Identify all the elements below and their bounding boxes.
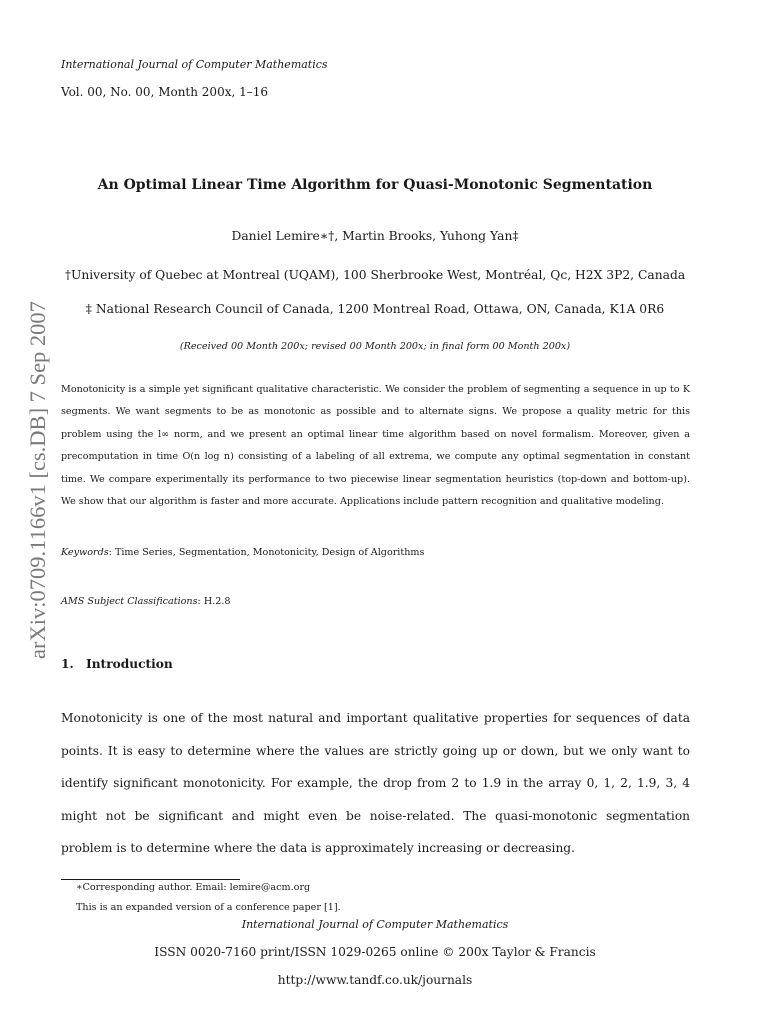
- ams-classification: [61, 596, 231, 607]
- section-title: Introduction: [86, 657, 173, 671]
- volume-line: Vol. 00, No. 00, Month 200x, 1–16: [61, 85, 269, 99]
- received-dates: (Received 00 Month 200x; revised 00 Month 200x; in final form 00 Month 200x): [179, 341, 571, 352]
- introduction-paragraph: Monotonicity is one of the most natural and important qualitative properties for sequences of data points. It is easy to determine where the values are strictly going up or down, but we only want to identify significant monotonicity. For example, the drop from 2 to 1.9 in the array 0, 1, 2, 1.9, 3, 4 might not be significant and might even be noise-related. The quasi-monotonic segmentation problem is to determine where the data is approximately increasing or decreasing.: [61, 711, 690, 855]
- arxiv-stamp-text: arXiv:0709.1166v1 [cs.DB] 7 Sep 2007: [25, 301, 50, 659]
- footer-url: http://www.tandf.co.uk/journals: [277, 973, 473, 987]
- ams-label: AMS Subject Classifications: [61, 596, 198, 607]
- keywords-label: Keywords: [61, 547, 109, 558]
- footnote-conference-version: This is an expanded version of a conference paper [1].: [76, 902, 341, 913]
- keywords: [61, 547, 424, 558]
- affiliation-nrc: ‡ National Research Council of Canada, 1200 Montreal Road, Ottawa, ON, Canada, K1A 0R6: [85, 302, 665, 316]
- section-number: 1.: [61, 657, 74, 671]
- paper-title: An Optimal Linear Time Algorithm for Quasi-Monotonic Segmentation: [97, 177, 653, 193]
- author-list: Daniel Lemire∗†, Martin Brooks, Yuhong Yan‡: [231, 229, 519, 243]
- keywords-text: : Time Series, Segmentation, Monotonicity, Design of Algorithms: [108, 547, 425, 558]
- abstract: Monotonicity is a simple yet significant qualitative characteristic. We consider the problem of segmenting a sequence in up to K segments. We want segments to be as monotonic as possible and to alternate signs. We propose a quality metric for this problem using the l∞ norm, and we present an optimal linear time algorithm based on novel formalism. Moreover, given a precomputation in time O(n log n) consisting of a labeling of all extrema, we compute any optimal segmentation in constant time. We compare experimentally its performance to two piecewise linear segmentation heuristics (top-down and bottom-up). We show that our algorithm is faster and more accurate. Applications include pattern recognition and qualitative modeling.: [61, 384, 690, 508]
- affiliation-uqam: †University of Quebec at Montreal (UQAM), 100 Sherbrooke West, Montréal, Qc, H2X 3P2, Canada: [64, 268, 686, 282]
- journal-header: International Journal of Computer Mathematics: [61, 58, 328, 71]
- footer-journal: International Journal of Computer Mathematics: [241, 918, 509, 931]
- footer-issn: ISSN 0020-7160 print/ISSN 1029-0265 online © 200x Taylor & Francis: [154, 945, 596, 959]
- footnote-divider: [61, 879, 240, 880]
- section-heading: [61, 657, 173, 671]
- ams-text: : H.2.8: [197, 596, 231, 607]
- footnote-corresponding-author: ∗Corresponding author. Email: lemire@acm.org: [76, 882, 311, 893]
